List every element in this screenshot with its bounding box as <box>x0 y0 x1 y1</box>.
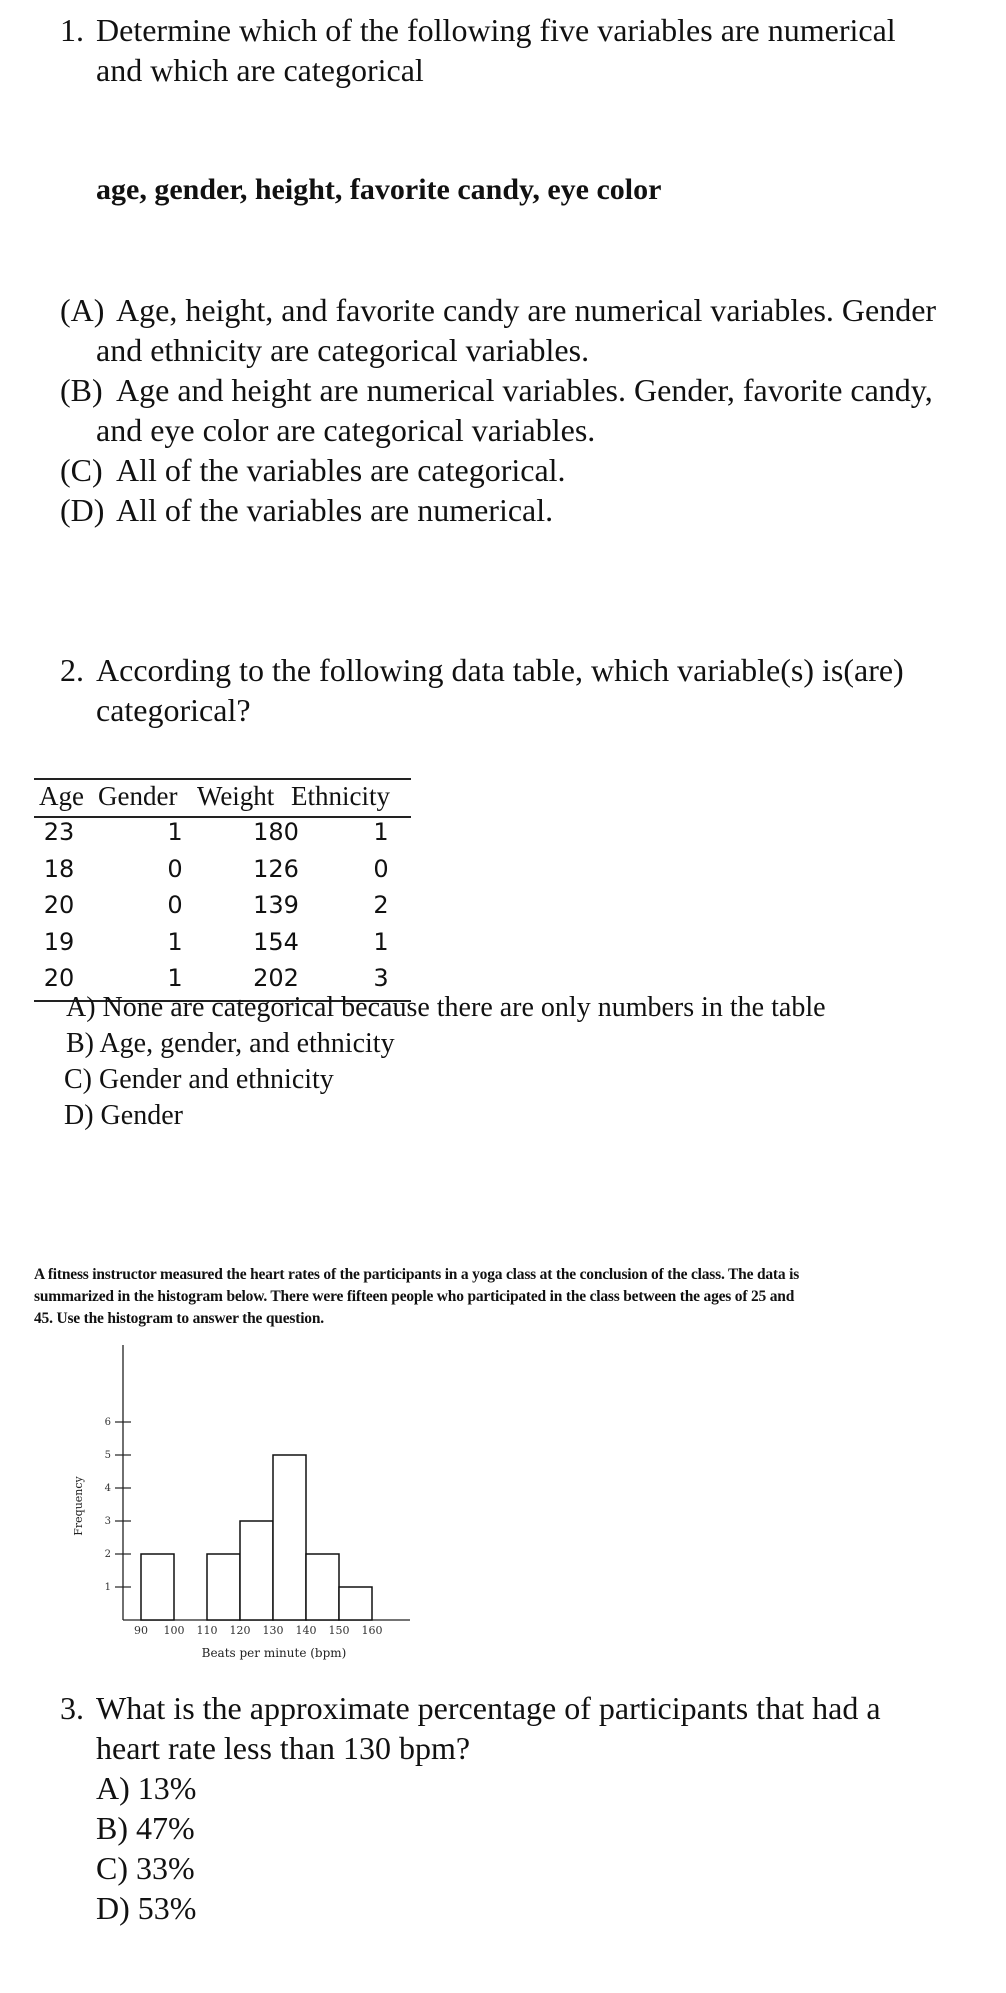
table-cell-age: 18 <box>43 854 75 883</box>
y-axis-label: Frequency <box>72 1476 85 1536</box>
table-cell-ethnicity: 1 <box>373 927 389 956</box>
table-cell-age: 20 <box>43 891 75 919</box>
table-cell-ethnicity: 1 <box>373 818 389 846</box>
q1-option-d-text: All of the variables are numerical. <box>116 492 554 528</box>
q3-number: 3. <box>60 1690 84 1726</box>
q2-option-a: A) None are categorical because there are only numbers in the table <box>66 992 826 1023</box>
q1-option-c-label: (C) <box>60 452 103 488</box>
table-cell-weight: 180 <box>253 818 299 846</box>
q1-number: 1. <box>60 12 84 48</box>
table-cell-ethnicity: 3 <box>373 964 389 992</box>
table-cell-age: 23 <box>43 818 75 846</box>
x-tick-label: 110 <box>196 1624 218 1637</box>
y-tick-label: 3 <box>104 1516 111 1527</box>
table-header-gender: Gender <box>98 781 178 811</box>
table-cell-weight: 126 <box>253 854 299 883</box>
histogram-context <box>34 1264 974 1330</box>
histogram-bar <box>306 1554 339 1620</box>
histogram-bar <box>141 1554 174 1620</box>
table-cell-gender: 1 <box>167 927 183 956</box>
q3-text-line2: heart rate less than 130 bpm? <box>96 1730 471 1766</box>
histogram-bar <box>207 1554 240 1620</box>
q1-text-line2: and which are categorical <box>96 52 424 88</box>
table-header-rule <box>34 816 411 818</box>
x-tick-label: 120 <box>229 1624 251 1637</box>
q3-option-c: C) 33% <box>96 1850 195 1886</box>
table-header-ethnicity: Ethnicity <box>291 781 390 811</box>
q2-text-line2: categorical? <box>96 692 251 728</box>
table-cell-gender: 1 <box>167 818 183 846</box>
y-tick-label: 6 <box>104 1417 111 1428</box>
q3-option-b: B) 47% <box>96 1810 195 1846</box>
table-cell-weight: 154 <box>253 927 299 956</box>
table-cell-age: 20 <box>43 964 75 992</box>
context-line3: 45. Use the histogram to answer the question. <box>34 1310 324 1327</box>
q1-option-a-line1: Age, height, and favorite candy are numerical variables. Gender <box>116 292 937 328</box>
table-cell-gender: 0 <box>167 854 183 883</box>
q1-option-b-line2: and eye color are categorical variables. <box>96 412 596 448</box>
q1-option-d-label: (D) <box>60 492 105 528</box>
q1-variables: age, gender, height, favorite candy, eye color <box>96 173 662 206</box>
table-header-weight: Weight <box>197 781 275 811</box>
x-tick-label: 140 <box>295 1624 317 1637</box>
histogram-bar <box>339 1587 372 1620</box>
q1-option-a-line2: and ethnicity are categorical variables. <box>96 332 590 368</box>
table-top-rule <box>34 778 411 780</box>
y-tick-label: 4 <box>104 1483 111 1494</box>
x-tick-label: 90 <box>134 1624 148 1637</box>
q3-option-a: A) 13% <box>96 1770 197 1806</box>
q3-option-d: D) 53% <box>96 1890 197 1926</box>
q1-option-a-label: (A) <box>60 292 105 328</box>
y-tick-label: 5 <box>104 1450 111 1461</box>
x-tick-label: 150 <box>328 1624 350 1637</box>
table-cell-weight: 139 <box>253 891 299 919</box>
q1-option-c-text: All of the variables are categorical. <box>116 452 566 488</box>
histogram-chart <box>0 1340 460 1660</box>
x-tick-label: 130 <box>262 1624 284 1637</box>
table-cell-gender: 1 <box>167 964 183 992</box>
q1-option-b-line1: Age and height are numerical variables. Gender, favorite candy, <box>116 372 933 408</box>
table-cell-ethnicity: 2 <box>373 891 389 919</box>
histogram-bar <box>240 1521 273 1620</box>
table-cell-gender: 0 <box>167 891 183 919</box>
q3-text-line1: What is the approximate percentage of participants that had a <box>96 1690 881 1726</box>
table-cell-weight: 202 <box>253 964 299 992</box>
y-tick-label: 2 <box>104 1549 111 1560</box>
q1-text-line1: Determine which of the following five variables are numerical <box>96 12 896 48</box>
q1-option-b-label: (B) <box>60 372 103 408</box>
q2-text-line1: According to the following data table, which variable(s) is(are) <box>96 652 904 688</box>
table-cell-age: 19 <box>43 927 75 956</box>
q2-number: 2. <box>60 652 84 688</box>
x-tick-label: 100 <box>163 1624 185 1637</box>
x-tick-label: 160 <box>361 1624 383 1637</box>
context-line2: summarized in the histogram below. There were fifteen people who participated in the class between the ages of 25 and <box>34 1288 795 1305</box>
q2-option-b: B) Age, gender, and ethnicity <box>66 1028 395 1059</box>
x-axis-label: Beats per minute (bpm) <box>201 1646 347 1660</box>
q2-option-c: C) Gender and ethnicity <box>64 1064 334 1095</box>
y-tick-label: 1 <box>104 1582 111 1593</box>
table-header-age: Age <box>39 781 84 811</box>
table-cell-ethnicity: 0 <box>373 854 389 883</box>
histogram-bar <box>273 1455 306 1620</box>
q2-option-d: D) Gender <box>64 1100 183 1131</box>
context-line1: A fitness instructor measured the heart rates of the participants in a yoga class at the conclusion of the class. The data is <box>34 1266 800 1283</box>
